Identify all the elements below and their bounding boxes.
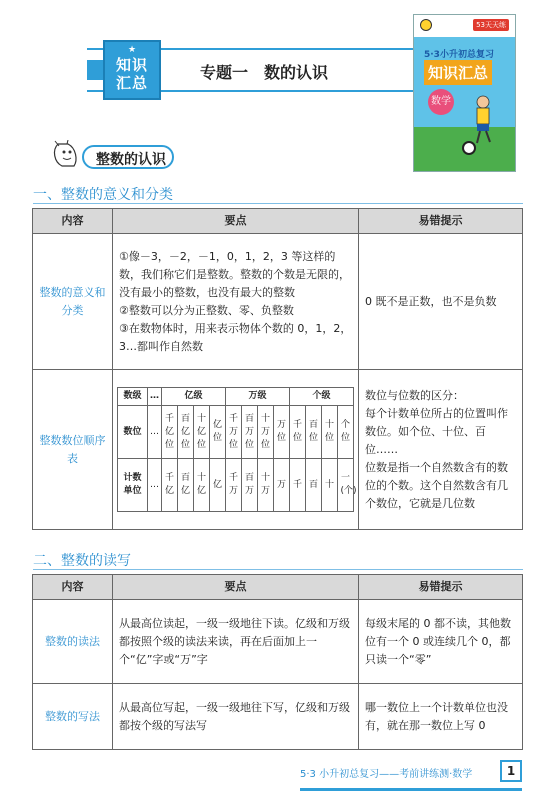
place-digit: 百万位 (242, 406, 258, 459)
place-header-dots: … (148, 388, 162, 406)
place-dots: … (148, 459, 162, 512)
cover-logo-icon (420, 19, 432, 31)
column-header: 内容 (33, 209, 113, 234)
place-group: 个级 (290, 388, 354, 406)
place-group: 亿级 (162, 388, 226, 406)
topic-bar-accent (87, 60, 103, 80)
tip-line: 数位与位数的区分： (365, 388, 464, 402)
place-units-row (118, 459, 354, 512)
place-unit: 万 (274, 459, 290, 512)
place-digit: 亿位 (210, 406, 226, 459)
page-number: 1 (500, 760, 522, 782)
place-row-label: 数位 (118, 406, 148, 459)
row-label: 整数的意义和分类 (33, 234, 113, 370)
cover-series: 5·3小升初总复习 (424, 50, 494, 60)
place-header-label: 数级 (118, 388, 148, 406)
cover-title: 知识汇总 (424, 60, 492, 85)
row-label: 整数的写法 (33, 684, 113, 750)
tip-line: 位数是指一个自然数含有的数位的个数。这个自然数含有几个数位，它就是几位数 (365, 460, 508, 510)
place-unit: 千 (290, 459, 306, 512)
point-item: ③在数物体时，用来表示物体个数的 0，1，2，3…都叫作自然数 (119, 321, 352, 353)
book-cover-image (413, 14, 516, 172)
row-label: 整数数位顺序表 (33, 370, 113, 530)
place-unit: 百亿 (178, 459, 194, 512)
table-row (33, 684, 523, 750)
column-header: 易错提示 (359, 209, 523, 234)
point-item: ②整数可以分为正整数、零、负整数 (119, 303, 294, 317)
place-unit: 十万 (258, 459, 274, 512)
place-unit: 亿 (210, 459, 226, 512)
table-header-row (33, 575, 523, 600)
cover-brand: 53天天练 (473, 19, 509, 31)
badge-line-2: 汇总 (115, 74, 148, 92)
star-icon: ★ (127, 45, 137, 55)
place-digits-row (118, 406, 354, 459)
place-unit: 百 (306, 459, 322, 512)
place-digit: 十亿位 (194, 406, 210, 459)
place-dots: … (148, 406, 162, 459)
column-header: 易错提示 (359, 575, 523, 600)
soccer-player-icon (472, 95, 494, 145)
place-digit: 十位 (322, 406, 338, 459)
place-digit: 千万位 (226, 406, 242, 459)
part2-heading-rule (33, 569, 523, 570)
place-digit: 千亿位 (162, 406, 178, 459)
part1-heading: 一、整数的意义和分类 (33, 187, 173, 203)
integer-meaning-table (32, 208, 523, 530)
page-title: 专题一 数的认识 (200, 63, 329, 82)
column-header: 要点 (113, 575, 359, 600)
table-row (33, 600, 523, 684)
knowledge-summary-badge (103, 40, 161, 100)
place-unit: 百万 (242, 459, 258, 512)
section-title: 整数的认识 (96, 152, 166, 168)
integer-read-write-table (32, 574, 523, 750)
column-header: 要点 (113, 209, 359, 234)
row-tip (359, 370, 523, 530)
row-points (113, 234, 359, 370)
table-row (33, 370, 523, 530)
place-value-cell (113, 370, 359, 530)
footer-rule (300, 788, 522, 791)
place-digit: 千位 (290, 406, 306, 459)
row-tip: 哪一数位上一个计数单位也没有，就在那一数位上写 0 (359, 684, 523, 750)
place-unit: 千亿 (162, 459, 178, 512)
place-row-label: 计数单位 (118, 459, 148, 512)
row-tip: 0 既不是正数，也不是负数 (359, 234, 523, 370)
soccer-ball-icon (462, 141, 476, 155)
footer-text: 5·3 小升初总复习——考前讲练测·数学 (300, 769, 473, 780)
badge-line-1: 知识 (115, 56, 148, 74)
row-tip: 每级末尾的 0 都不读，其他数位有一个 0 或连续几个 0，都只读一个“零” (359, 600, 523, 684)
place-digit: 百亿位 (178, 406, 194, 459)
cover-subject: 数学 (428, 89, 454, 115)
column-header: 内容 (33, 575, 113, 600)
row-points: 从最高位写起，一级一级地往下写，亿级和万级都按个级的写法写 (113, 684, 359, 750)
part1-heading-rule (33, 203, 523, 204)
place-unit: 千万 (226, 459, 242, 512)
mascot-icon (50, 140, 86, 172)
place-digit: 十万位 (258, 406, 274, 459)
place-header-row (118, 388, 354, 406)
place-value-table (117, 387, 357, 512)
place-unit: 十亿 (194, 459, 210, 512)
place-unit: 十 (322, 459, 338, 512)
part2-heading: 二、整数的读写 (33, 553, 131, 569)
place-digit: 百位 (306, 406, 322, 459)
place-unit: 一(个) (338, 459, 354, 512)
place-digit: 个位 (338, 406, 354, 459)
tip-line: 每个计数单位所占的位置叫作数位。如个位、十位、百位…… (365, 406, 508, 456)
table-header-row (33, 209, 523, 234)
row-points: 从最高位读起，一级一级地往下读。亿级和万级都按照个级的读法来读，再在后面加上一个“亿”字或“万”字 (113, 600, 359, 684)
row-label: 整数的读法 (33, 600, 113, 684)
place-group: 万级 (226, 388, 290, 406)
table-row (33, 234, 523, 370)
point-item: ①像－3，－2，－1，0，1，2，3 等这样的数，我们称它们是整数。整数的个数是无限的，没有最小的整数，也没有最大的整数 (119, 249, 350, 299)
place-digit: 万位 (274, 406, 290, 459)
